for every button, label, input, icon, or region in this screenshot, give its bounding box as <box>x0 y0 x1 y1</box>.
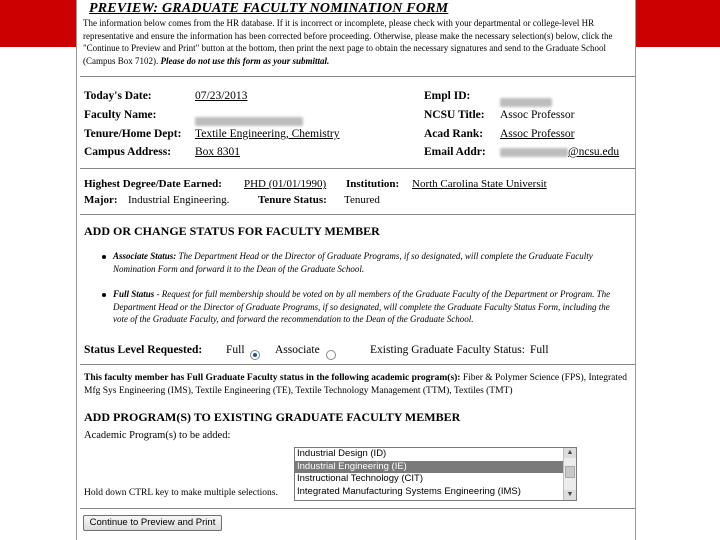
faculty-name-label: Faculty Name: <box>84 109 157 121</box>
institution-label: Institution: <box>346 178 400 190</box>
associate-status-label: Associate Status: <box>113 251 177 261</box>
email-domain: @ncsu.edu <box>568 146 620 158</box>
divider <box>80 214 635 215</box>
listbox-scrollbar[interactable] <box>563 448 576 500</box>
acad-rank-value: Assoc Professor <box>500 128 575 140</box>
email-user-redacted <box>500 148 568 157</box>
tenure-dept-label: Tenure/Home Dept: <box>84 128 182 140</box>
todays-date-value: 07/23/2013 <box>195 90 248 102</box>
acad-rank-label: Acad Rank: <box>424 128 484 140</box>
todays-date-label: Today's Date: <box>84 90 152 102</box>
scroll-up-arrow-icon[interactable]: ▲ <box>564 448 576 458</box>
program-option-selected[interactable]: Industrial Engineering (IE) <box>295 461 563 474</box>
email-label: Email Addr: <box>424 146 486 158</box>
status-level-label: Status Level Requested: <box>84 344 203 356</box>
tenure-dept-value: Textile Engineering, Chemistry <box>195 128 340 140</box>
option-full-label: Full <box>226 344 245 356</box>
ncsu-title-label: NCSU Title: <box>424 109 485 121</box>
associate-status-description <box>113 250 618 275</box>
programs-to-add-label: Academic Program(s) to be added: <box>84 430 231 441</box>
email-value <box>500 146 619 158</box>
ncsu-title-value: Assoc Professor <box>500 109 575 121</box>
campus-address-label: Campus Address: <box>84 146 172 158</box>
institution-value: North Carolina State Universit <box>412 178 547 190</box>
tenure-status-label: Tenure Status: <box>258 194 327 206</box>
intro-text <box>83 17 638 67</box>
empl-id-label: Empl ID: <box>424 90 471 102</box>
full-status-description <box>113 288 618 326</box>
highest-degree-label: Highest Degree/Date Earned: <box>84 178 222 190</box>
status-full-radio[interactable] <box>246 346 260 364</box>
tenure-status-value: Tenured <box>344 194 380 206</box>
bullet-icon <box>102 255 106 259</box>
existing-status-value: Full <box>530 344 549 356</box>
major-label: Major: <box>84 194 118 206</box>
status-associate-radio[interactable] <box>322 346 336 364</box>
major-value: Industrial Engineering. <box>128 194 230 206</box>
program-option[interactable]: Integrated Manufacturing Systems Engineering (IMS) <box>297 485 521 497</box>
intro-warning: Please do not use this form as your submittal. <box>160 55 330 66</box>
scroll-thumb[interactable] <box>565 466 575 478</box>
status-level-row <box>84 344 202 356</box>
scroll-down-arrow-icon[interactable]: ▼ <box>564 490 576 500</box>
full-status-label: Full Status <box>113 289 155 299</box>
full-status-text: - Request for full membership should be voted on by all members of the Graduate Faculty of the Department or Program. The Department Head or the Director of Graduate Programs, if so designated, will complete the Graduate Faculty Status Form, including the vote of the Graduate Faculty, and forward the recommendation to the Dean of the Graduate School. <box>113 289 611 324</box>
program-option[interactable]: Industrial Design (ID) <box>297 448 387 459</box>
ctrl-key-hint: Hold down CTRL key to make multiple selections. <box>84 488 278 498</box>
existing-programs-list: Fiber & Polymer Science (FPS), Integrated Mfg Sys Engineering (IMS), Textile Engineering (TE), Textile Technology Management (TTM), Textiles (TMT) <box>84 373 627 396</box>
option-associate-label: Associate <box>275 344 320 356</box>
associate-status-text: The Department Head or the Director of Graduate Programs, if so designated, will complete the Graduate Faculty Nomination Form and forward it to the Dean of the Graduate School. <box>113 251 593 274</box>
page-title: PREVIEW: GRADUATE FACULTY NOMINATION FORM <box>89 1 449 16</box>
add-programs-heading: ADD PROGRAM(S) TO EXISTING GRADUATE FACULTY MEMBER <box>84 410 461 424</box>
status-section-heading: ADD OR CHANGE STATUS FOR FACULTY MEMBER <box>84 224 380 238</box>
divider <box>80 364 635 365</box>
existing-programs-note <box>84 372 632 397</box>
campus-address-value: Box 8301 <box>195 146 241 158</box>
intro-body: The information below comes from the HR database. If it is incorrect or incomplete, please check with your departmental or college-level HR representative and ensure the information has been corrected before proceeding. Otherwise, please make the necessary selection(s) below, click the "Continue to Preview and Print" button at the bottom, then print the next page to obtain the necessary signatures and send to the Graduate School (Campus Box 7102). <box>83 18 613 66</box>
existing-programs-heading: This faculty member has Full Graduate Faculty status in the following academic program(s): <box>84 373 461 383</box>
divider <box>80 508 635 509</box>
program-option[interactable]: Instructional Technology (CIT) <box>297 473 424 484</box>
program-select-listbox[interactable] <box>294 447 577 501</box>
divider <box>80 168 635 169</box>
highest-degree-value: PHD (01/01/1990) <box>244 178 327 190</box>
existing-status-label: Existing Graduate Faculty Status: <box>370 344 525 356</box>
continue-preview-print-button[interactable]: Continue to Preview and Print <box>83 515 222 531</box>
bullet-icon <box>102 293 106 297</box>
divider <box>80 76 635 77</box>
